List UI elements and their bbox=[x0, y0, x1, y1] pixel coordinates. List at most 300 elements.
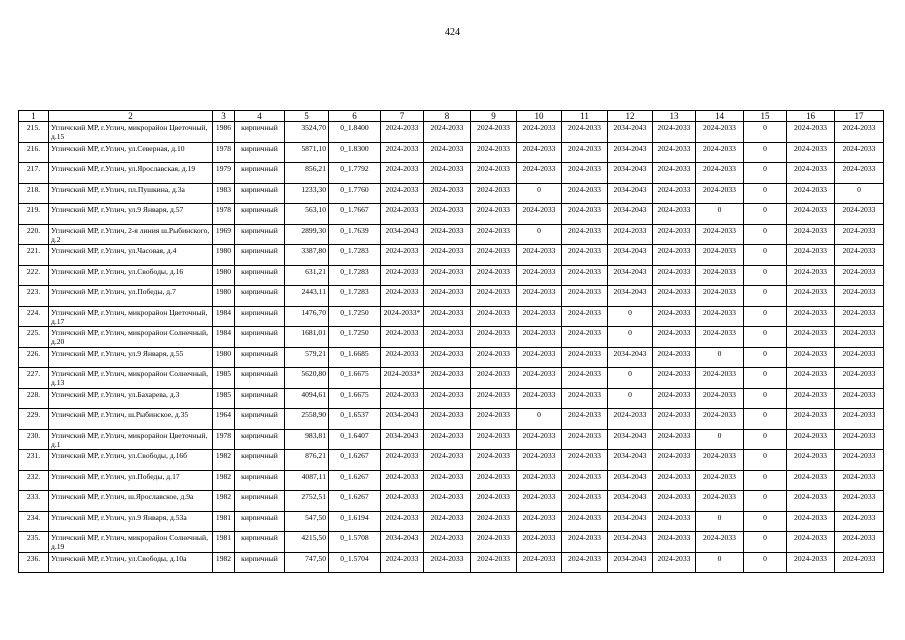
rating-cell: 0_1.7283 bbox=[329, 286, 381, 307]
area-cell: 4215,50 bbox=[285, 532, 329, 553]
period-cell: 2024-2033 bbox=[562, 245, 608, 266]
area-cell: 983,81 bbox=[285, 429, 329, 450]
area-cell: 5620,80 bbox=[285, 368, 329, 389]
period-cell: 0 bbox=[608, 388, 653, 409]
period-cell: 0 bbox=[696, 347, 744, 368]
row-number-cell: 219. bbox=[19, 204, 49, 225]
period-cell: 2024-2033 bbox=[835, 245, 884, 266]
period-cell: 2024-2033 bbox=[562, 327, 608, 348]
period-cell: 2024-2033 bbox=[562, 491, 608, 512]
rating-cell: 0_1.7283 bbox=[329, 265, 381, 286]
period-cell: 2024-2033 bbox=[517, 306, 562, 327]
year-cell: 1981 bbox=[213, 532, 235, 553]
period-cell: 2024-2033 bbox=[787, 511, 835, 532]
area-cell: 2558,90 bbox=[285, 409, 329, 430]
table-row bbox=[19, 388, 884, 409]
period-cell: 2024-2033 bbox=[787, 552, 835, 573]
period-cell: 2024-2033 bbox=[696, 388, 744, 409]
period-cell: 2024-2033 bbox=[424, 306, 471, 327]
address-cell: Угличский МР, г.Углич, микрорайон Цветочный, д.17 bbox=[49, 306, 213, 327]
wall-material-cell: кирпичный bbox=[235, 429, 285, 450]
table-row bbox=[19, 183, 884, 204]
wall-material-cell: кирпичный bbox=[235, 409, 285, 430]
row-number-cell: 223. bbox=[19, 286, 49, 307]
wall-material-cell: кирпичный bbox=[235, 286, 285, 307]
period-cell: 0 bbox=[744, 491, 787, 512]
period-cell: 2024-2033 bbox=[835, 204, 884, 225]
period-cell: 0 bbox=[744, 429, 787, 450]
period-cell: 2024-2033 bbox=[608, 409, 653, 430]
period-cell: 2024-2033 bbox=[787, 409, 835, 430]
period-cell: 2024-2033 bbox=[696, 450, 744, 471]
row-number-cell: 226. bbox=[19, 347, 49, 368]
column-header: 8 bbox=[424, 111, 471, 122]
period-cell: 2024-2033 bbox=[562, 306, 608, 327]
year-cell: 1982 bbox=[213, 450, 235, 471]
year-cell: 1980 bbox=[213, 245, 235, 266]
period-cell: 2024-2033 bbox=[517, 450, 562, 471]
period-cell: 2024-2033 bbox=[787, 286, 835, 307]
period-cell: 2024-2033 bbox=[787, 532, 835, 553]
address-cell: Угличский МР, г.Углич, ул.Свободы, д.16б bbox=[49, 450, 213, 471]
period-cell: 2024-2033 bbox=[696, 163, 744, 184]
period-cell: 2024-2033 bbox=[424, 491, 471, 512]
row-number-cell: 233. bbox=[19, 491, 49, 512]
period-cell: 2024-2033 bbox=[517, 286, 562, 307]
period-cell: 2024-2033 bbox=[517, 470, 562, 491]
address-cell: Угличский МР, г.Углич, ш.Ярославское, д.9а bbox=[49, 491, 213, 512]
period-cell: 2024-2033 bbox=[562, 347, 608, 368]
period-cell: 2024-2033 bbox=[562, 552, 608, 573]
wall-material-cell: кирпичный bbox=[235, 511, 285, 532]
period-cell: 2024-2033 bbox=[787, 450, 835, 471]
period-cell: 2034-2043 bbox=[608, 347, 653, 368]
rating-cell: 0_1.7250 bbox=[329, 327, 381, 348]
address-cell: Угличский МР, г.Углич, ул.Победы, д.17 bbox=[49, 470, 213, 491]
period-cell: 0 bbox=[696, 204, 744, 225]
column-header: 12 bbox=[608, 111, 653, 122]
table-row bbox=[19, 429, 884, 450]
period-cell: 2034-2043 bbox=[608, 429, 653, 450]
address-cell: Угличский МР, г.Углич, ул.9 Января, д.55 bbox=[49, 347, 213, 368]
year-cell: 1983 bbox=[213, 183, 235, 204]
period-cell: 2024-2033 bbox=[562, 511, 608, 532]
period-cell: 2024-2033 bbox=[787, 429, 835, 450]
address-cell: Угличский МР, г.Углич, ул.Победы, д.7 bbox=[49, 286, 213, 307]
period-cell: 2024-2033 bbox=[696, 532, 744, 553]
table-row bbox=[19, 163, 884, 184]
period-cell: 2024-2033 bbox=[562, 224, 608, 245]
period-cell: 2034-2043 bbox=[381, 224, 424, 245]
period-cell: 2024-2033 bbox=[424, 183, 471, 204]
period-cell: 2024-2033 bbox=[517, 552, 562, 573]
column-header: 5 bbox=[285, 111, 329, 122]
period-cell: 2024-2033 bbox=[696, 306, 744, 327]
column-header: 3 bbox=[213, 111, 235, 122]
address-cell: Угличский МР, г.Углич, микрорайон Солнечный, д.20 bbox=[49, 327, 213, 348]
row-number-cell: 228. bbox=[19, 388, 49, 409]
column-header: 4 bbox=[235, 111, 285, 122]
rating-cell: 0_1.6675 bbox=[329, 388, 381, 409]
period-cell: 2024-2033 bbox=[381, 470, 424, 491]
period-cell: 2024-2033 bbox=[424, 450, 471, 471]
column-header: 16 bbox=[787, 111, 835, 122]
period-cell: 2024-2033 bbox=[608, 224, 653, 245]
row-number-cell: 229. bbox=[19, 409, 49, 430]
wall-material-cell: кирпичный bbox=[235, 552, 285, 573]
rating-cell: 0_1.7639 bbox=[329, 224, 381, 245]
period-cell: 2024-2033 bbox=[381, 491, 424, 512]
period-cell: 0 bbox=[744, 409, 787, 430]
period-cell: 2024-2033 bbox=[562, 429, 608, 450]
period-cell: 2024-2033 bbox=[381, 347, 424, 368]
period-cell: 2024-2033 bbox=[424, 204, 471, 225]
period-cell: 2024-2033 bbox=[653, 245, 696, 266]
period-cell: 2024-2033 bbox=[653, 327, 696, 348]
period-cell: 2024-2033 bbox=[787, 122, 835, 143]
period-cell: 2024-2033 bbox=[471, 286, 517, 307]
period-cell: 2034-2043 bbox=[608, 122, 653, 143]
column-header: 10 bbox=[517, 111, 562, 122]
period-cell: 2024-2033 bbox=[653, 511, 696, 532]
table-row bbox=[19, 552, 884, 573]
header-row bbox=[19, 111, 884, 122]
period-cell: 0 bbox=[744, 450, 787, 471]
period-cell: 2024-2033 bbox=[653, 552, 696, 573]
address-cell: Угличский МР, г.Углич, ул.Северная, д.10 bbox=[49, 142, 213, 163]
period-cell: 2024-2033 bbox=[787, 204, 835, 225]
row-number-cell: 221. bbox=[19, 245, 49, 266]
period-cell: 2024-2033 bbox=[787, 491, 835, 512]
table-row bbox=[19, 142, 884, 163]
period-cell: 2024-2033 bbox=[787, 183, 835, 204]
period-cell: 0 bbox=[517, 183, 562, 204]
period-cell: 2024-2033 bbox=[381, 245, 424, 266]
period-cell: 2024-2033 bbox=[517, 204, 562, 225]
period-cell: 2024-2033 bbox=[653, 122, 696, 143]
table-row bbox=[19, 409, 884, 430]
period-cell: 0 bbox=[696, 552, 744, 573]
period-cell: 2024-2033 bbox=[696, 470, 744, 491]
address-cell: Угличский МР, г.Углич, ул.9 Января, д.53а bbox=[49, 511, 213, 532]
row-number-cell: 232. bbox=[19, 470, 49, 491]
period-cell: 2024-2033 bbox=[471, 388, 517, 409]
period-cell: 0 bbox=[744, 511, 787, 532]
period-cell: 2024-2033 bbox=[653, 491, 696, 512]
column-header: 7 bbox=[381, 111, 424, 122]
address-cell: Угличский МР, г.Углич, пл.Пушкина, д.3а bbox=[49, 183, 213, 204]
table-row bbox=[19, 122, 884, 143]
address-cell: Угличский МР, г.Углич, микрорайон Солнечный, д.19 bbox=[49, 532, 213, 553]
period-cell: 0 bbox=[744, 368, 787, 389]
page-number: 424 bbox=[445, 27, 460, 38]
period-cell: 2024-2033 bbox=[653, 470, 696, 491]
column-header: 14 bbox=[696, 111, 744, 122]
address-cell: Угличский МР, г.Углич, микрорайон Солнечный, д.13 bbox=[49, 368, 213, 389]
table-row bbox=[19, 306, 884, 327]
period-cell: 0 bbox=[744, 286, 787, 307]
row-number-cell: 227. bbox=[19, 368, 49, 389]
period-cell: 0 bbox=[744, 204, 787, 225]
period-cell: 2024-2033 bbox=[696, 245, 744, 266]
period-cell: 2034-2043 bbox=[608, 245, 653, 266]
row-number-cell: 231. bbox=[19, 450, 49, 471]
rating-cell: 0_1.6685 bbox=[329, 347, 381, 368]
period-cell: 2024-2033 bbox=[835, 491, 884, 512]
table-row bbox=[19, 286, 884, 307]
rating-cell: 0_1.5708 bbox=[329, 532, 381, 553]
year-cell: 1984 bbox=[213, 306, 235, 327]
wall-material-cell: кирпичный bbox=[235, 532, 285, 553]
year-cell: 1964 bbox=[213, 409, 235, 430]
period-cell: 2024-2033 bbox=[653, 450, 696, 471]
period-cell: 2024-2033 bbox=[424, 470, 471, 491]
period-cell: 2024-2033 bbox=[835, 347, 884, 368]
rating-cell: 0_1.5704 bbox=[329, 552, 381, 573]
period-cell: 2024-2033 bbox=[517, 347, 562, 368]
period-cell: 2024-2033 bbox=[517, 511, 562, 532]
rating-cell: 0_1.7792 bbox=[329, 163, 381, 184]
wall-material-cell: кирпичный bbox=[235, 450, 285, 471]
period-cell: 2024-2033 bbox=[562, 122, 608, 143]
wall-material-cell: кирпичный bbox=[235, 491, 285, 512]
row-number-cell: 236. bbox=[19, 552, 49, 573]
area-cell: 2443,11 bbox=[285, 286, 329, 307]
rating-cell: 0_1.6267 bbox=[329, 491, 381, 512]
period-cell: 2024-2033 bbox=[381, 552, 424, 573]
year-cell: 1980 bbox=[213, 265, 235, 286]
row-number-cell: 235. bbox=[19, 532, 49, 553]
wall-material-cell: кирпичный bbox=[235, 204, 285, 225]
period-cell: 2024-2033 bbox=[562, 163, 608, 184]
address-cell: Угличский МР, г.Углич, ул.Свободы, д.16 bbox=[49, 265, 213, 286]
area-cell: 4094,61 bbox=[285, 388, 329, 409]
area-cell: 3524,70 bbox=[285, 122, 329, 143]
period-cell: 2024-2033 bbox=[471, 470, 517, 491]
period-cell: 2024-2033 bbox=[517, 142, 562, 163]
period-cell: 2024-2033 bbox=[835, 122, 884, 143]
period-cell: 2024-2033 bbox=[835, 224, 884, 245]
table-row bbox=[19, 245, 884, 266]
period-cell: 2024-2033 bbox=[471, 532, 517, 553]
period-cell: 2024-2033 bbox=[835, 429, 884, 450]
area-cell: 2752,51 bbox=[285, 491, 329, 512]
period-cell: 2024-2033 bbox=[471, 368, 517, 389]
period-cell: 2024-2033 bbox=[471, 409, 517, 430]
period-cell: 2034-2043 bbox=[608, 163, 653, 184]
period-cell: 2024-2033 bbox=[835, 470, 884, 491]
period-cell: 2024-2033 bbox=[424, 327, 471, 348]
period-cell: 2024-2033 bbox=[835, 327, 884, 348]
area-cell: 876,21 bbox=[285, 450, 329, 471]
column-header: 9 bbox=[471, 111, 517, 122]
period-cell: 2034-2043 bbox=[608, 491, 653, 512]
period-cell: 2024-2033 bbox=[471, 224, 517, 245]
period-cell: 2024-2033 bbox=[424, 532, 471, 553]
period-cell: 0 bbox=[744, 388, 787, 409]
year-cell: 1982 bbox=[213, 552, 235, 573]
period-cell: 2024-2033 bbox=[653, 224, 696, 245]
period-cell: 2024-2033 bbox=[471, 142, 517, 163]
table-row bbox=[19, 368, 884, 389]
period-cell: 2024-2033 bbox=[381, 142, 424, 163]
period-cell: 0 bbox=[744, 532, 787, 553]
area-cell: 2899,30 bbox=[285, 224, 329, 245]
period-cell: 2024-2033 bbox=[835, 511, 884, 532]
table-row bbox=[19, 327, 884, 348]
period-cell: 0 bbox=[744, 327, 787, 348]
address-cell: Угличский МР, г.Углич, микрорайон Цветочный, д.1 bbox=[49, 429, 213, 450]
period-cell: 2024-2033 bbox=[562, 470, 608, 491]
period-cell: 0 bbox=[744, 142, 787, 163]
table-row bbox=[19, 204, 884, 225]
period-cell: 2024-2033 bbox=[787, 470, 835, 491]
wall-material-cell: кирпичный bbox=[235, 470, 285, 491]
rating-cell: 0_1.8400 bbox=[329, 122, 381, 143]
period-cell: 2024-2033 bbox=[424, 122, 471, 143]
period-cell: 2024-2033 bbox=[653, 532, 696, 553]
row-number-cell: 215. bbox=[19, 122, 49, 143]
period-cell: 2024-2033 bbox=[517, 163, 562, 184]
period-cell: 2024-2033 bbox=[653, 368, 696, 389]
year-cell: 1978 bbox=[213, 142, 235, 163]
period-cell: 2024-2033 bbox=[787, 224, 835, 245]
table-row bbox=[19, 511, 884, 532]
period-cell: 2024-2033 bbox=[562, 183, 608, 204]
table-row bbox=[19, 347, 884, 368]
year-cell: 1978 bbox=[213, 204, 235, 225]
wall-material-cell: кирпичный bbox=[235, 183, 285, 204]
period-cell: 0 bbox=[608, 306, 653, 327]
period-cell: 0 bbox=[696, 511, 744, 532]
period-cell: 2024-2033 bbox=[381, 183, 424, 204]
year-cell: 1969 bbox=[213, 224, 235, 245]
rating-cell: 0_1.6267 bbox=[329, 450, 381, 471]
housing-register-table bbox=[18, 110, 884, 573]
period-cell: 2024-2033 bbox=[517, 327, 562, 348]
period-cell: 2024-2033 bbox=[562, 409, 608, 430]
area-cell: 547,50 bbox=[285, 511, 329, 532]
period-cell: 2024-2033 bbox=[653, 429, 696, 450]
period-cell: 0 bbox=[835, 183, 884, 204]
period-cell: 0 bbox=[517, 409, 562, 430]
rating-cell: 0_1.7760 bbox=[329, 183, 381, 204]
period-cell: 2024-2033 bbox=[696, 327, 744, 348]
period-cell: 2024-2033 bbox=[835, 163, 884, 184]
wall-material-cell: кирпичный bbox=[235, 306, 285, 327]
year-cell: 1982 bbox=[213, 491, 235, 512]
period-cell: 2024-2033 bbox=[562, 450, 608, 471]
period-cell: 2024-2033 bbox=[471, 204, 517, 225]
period-cell: 2024-2033 bbox=[517, 532, 562, 553]
column-header: 6 bbox=[329, 111, 381, 122]
rating-cell: 0_1.7667 bbox=[329, 204, 381, 225]
period-cell: 2024-2033 bbox=[381, 122, 424, 143]
period-cell: 2024-2033 bbox=[424, 245, 471, 266]
period-cell: 2024-2033 bbox=[471, 265, 517, 286]
period-cell: 2024-2033 bbox=[471, 163, 517, 184]
column-header: 15 bbox=[744, 111, 787, 122]
period-cell: 0 bbox=[744, 347, 787, 368]
wall-material-cell: кирпичный bbox=[235, 265, 285, 286]
year-cell: 1980 bbox=[213, 347, 235, 368]
period-cell: 2024-2033 bbox=[653, 204, 696, 225]
area-cell: 5871,10 bbox=[285, 142, 329, 163]
year-cell: 1984 bbox=[213, 327, 235, 348]
period-cell: 2024-2033 bbox=[424, 388, 471, 409]
year-cell: 1985 bbox=[213, 368, 235, 389]
period-cell: 0 bbox=[744, 163, 787, 184]
period-cell: 2024-2033 bbox=[424, 429, 471, 450]
period-cell: 2024-2033 bbox=[696, 409, 744, 430]
area-cell: 4087,11 bbox=[285, 470, 329, 491]
period-cell: 2024-2033 bbox=[653, 306, 696, 327]
period-cell: 2034-2043 bbox=[608, 552, 653, 573]
year-cell: 1978 bbox=[213, 429, 235, 450]
period-cell: 0 bbox=[744, 224, 787, 245]
period-cell: 2024-2033 bbox=[424, 511, 471, 532]
period-cell: 2034-2043 bbox=[381, 409, 424, 430]
period-cell: 0 bbox=[744, 470, 787, 491]
area-cell: 1681,01 bbox=[285, 327, 329, 348]
period-cell: 2024-2033 bbox=[696, 368, 744, 389]
period-cell: 2024-2033 bbox=[835, 286, 884, 307]
row-number-cell: 234. bbox=[19, 511, 49, 532]
period-cell: 2024-2033 bbox=[835, 409, 884, 430]
period-cell: 2024-2033 bbox=[696, 224, 744, 245]
wall-material-cell: кирпичный bbox=[235, 327, 285, 348]
wall-material-cell: кирпичный bbox=[235, 347, 285, 368]
period-cell: 2024-2033 bbox=[381, 286, 424, 307]
rating-cell: 0_1.6407 bbox=[329, 429, 381, 450]
period-cell: 2024-2033 bbox=[562, 286, 608, 307]
period-cell: 2034-2043 bbox=[608, 142, 653, 163]
period-cell: 0 bbox=[696, 429, 744, 450]
period-cell: 2024-2033 bbox=[424, 552, 471, 573]
period-cell: 2034-2043 bbox=[608, 204, 653, 225]
period-cell: 2034-2043 bbox=[608, 265, 653, 286]
period-cell: 2024-2033 bbox=[424, 265, 471, 286]
row-number-cell: 220. bbox=[19, 224, 49, 245]
wall-material-cell: кирпичный bbox=[235, 122, 285, 143]
period-cell: 2024-2033 bbox=[653, 286, 696, 307]
period-cell: 2024-2033 bbox=[381, 163, 424, 184]
period-cell: 2024-2033 bbox=[787, 245, 835, 266]
period-cell: 2024-2033 bbox=[653, 142, 696, 163]
row-number-cell: 216. bbox=[19, 142, 49, 163]
period-cell: 2024-2033* bbox=[381, 368, 424, 389]
period-cell: 2034-2043 bbox=[381, 532, 424, 553]
period-cell: 2024-2033 bbox=[653, 347, 696, 368]
period-cell: 2024-2033 bbox=[562, 142, 608, 163]
column-header: 17 bbox=[835, 111, 884, 122]
period-cell: 2024-2033 bbox=[381, 327, 424, 348]
area-cell: 579,21 bbox=[285, 347, 329, 368]
period-cell: 2024-2033 bbox=[471, 511, 517, 532]
row-number-cell: 224. bbox=[19, 306, 49, 327]
address-cell: Угличский МР, г.Углич, ул.Свободы, д.10а bbox=[49, 552, 213, 573]
wall-material-cell: кирпичный bbox=[235, 368, 285, 389]
period-cell: 2024-2033 bbox=[835, 450, 884, 471]
period-cell: 0 bbox=[744, 183, 787, 204]
year-cell: 1980 bbox=[213, 286, 235, 307]
period-cell: 2024-2033 bbox=[471, 429, 517, 450]
period-cell: 2024-2033 bbox=[696, 491, 744, 512]
column-header: 2 bbox=[49, 111, 213, 122]
address-cell: Угличский МР, г.Углич, ш.Рыбинское, д.35 bbox=[49, 409, 213, 430]
rating-cell: 0_1.6194 bbox=[329, 511, 381, 532]
address-cell: Угличский МР, г.Углич, ул.Бахарева, д.3 bbox=[49, 388, 213, 409]
